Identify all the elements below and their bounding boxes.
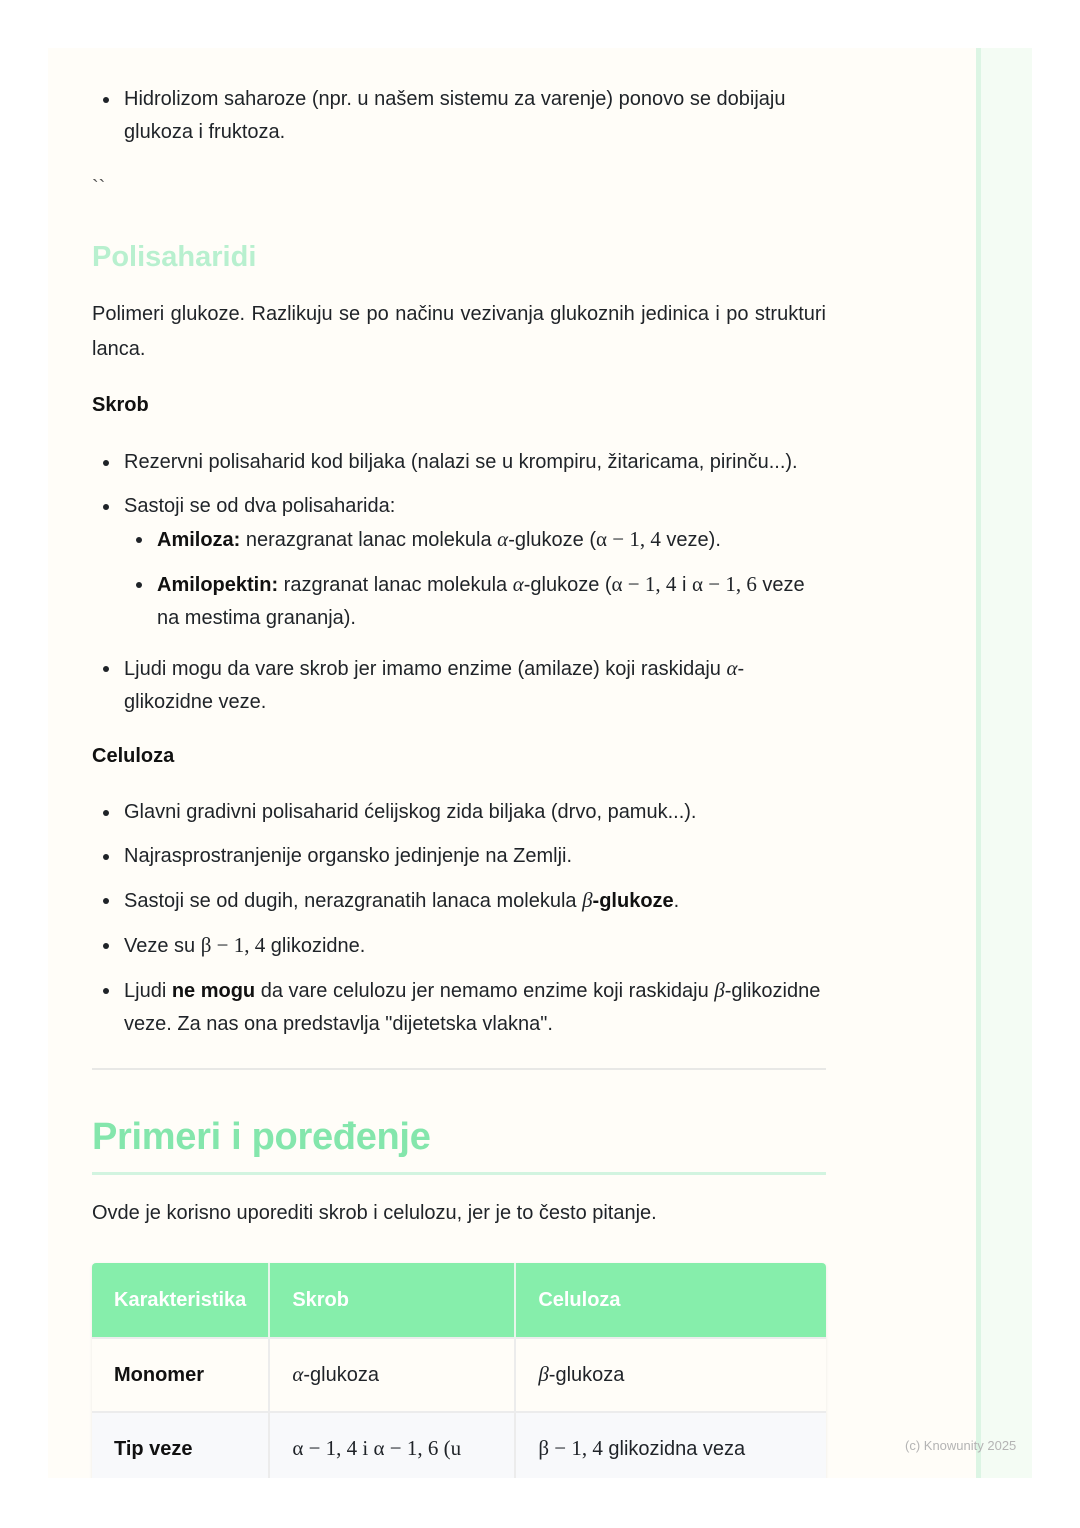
table-header-row bbox=[92, 1263, 826, 1338]
list-item bbox=[124, 929, 829, 963]
cell-skrob bbox=[269, 1412, 515, 1478]
celuloza-item-digestion: Ljudi bbox=[124, 980, 172, 1002]
comparison-table bbox=[92, 1263, 826, 1478]
table-row bbox=[92, 1412, 826, 1478]
cell-text: i bbox=[357, 1436, 374, 1460]
beta-glukoze-bold: -glukoze bbox=[592, 890, 674, 912]
skrob-list bbox=[92, 446, 829, 635]
list-item-amiloza bbox=[157, 523, 829, 557]
column-header-skrob: Skrob bbox=[269, 1263, 515, 1338]
celuloza-list bbox=[92, 796, 829, 1041]
heading-underline bbox=[92, 1172, 826, 1175]
copyright-footer: (c) Knowunity 2025 bbox=[905, 1438, 1017, 1453]
beta-bond-formula: β − 1, 4 bbox=[538, 1436, 603, 1460]
beta-bond-formula: β − 1, 4 bbox=[200, 933, 266, 957]
amiloza-text: veze). bbox=[660, 529, 721, 551]
skrob-digestion-list bbox=[92, 652, 829, 719]
list-item: Hidrolizom saharoze (npr. u našem sistemu za varenje) ponovo se dobijaju glukoza i fruktoza. bbox=[124, 83, 829, 149]
column-header-karakteristika: Karakteristika bbox=[92, 1263, 269, 1338]
amilopektin-text: -glukoze ( bbox=[523, 574, 612, 596]
document-page bbox=[48, 48, 1032, 1478]
skrob-sublist bbox=[124, 523, 829, 635]
amilopektin-label: Amilopektin: bbox=[157, 574, 279, 596]
amiloza-label: Amiloza: bbox=[157, 529, 241, 551]
celuloza-item-digestion: -glikozidne veze. Za nas ona predstavlja "dijetetska vlakna". bbox=[124, 980, 821, 1035]
row-label-text: Monomer bbox=[114, 1363, 204, 1386]
alpha-bond-formula: α − 1, 6 bbox=[373, 1436, 439, 1460]
stray-backticks: `` bbox=[92, 177, 106, 199]
subheading-skrob: Skrob bbox=[92, 394, 149, 416]
skrob-digestion-text: Ljudi mogu da vare skrob jer imamo enzime (amilaze) koji raskidaju bbox=[124, 658, 727, 680]
list-item-amilopektin bbox=[157, 568, 829, 635]
polisaharidi-paragraph: Polimeri glukoze. Razlikuju se po načinu vezivanja glukoznih jedinica i po strukturi lanca. bbox=[92, 303, 826, 360]
alpha-bond-formula: α − 1, 4 bbox=[292, 1436, 358, 1460]
list-item bbox=[124, 796, 829, 829]
row-label bbox=[92, 1338, 269, 1412]
amiloza-bond-formula: α − 1, 4 bbox=[596, 527, 661, 551]
skrob-item-reserve: Rezervni polisaharid kod biljaka (nalazi se u krompiru, žitaricama, pirinču...). bbox=[124, 451, 798, 473]
beta-symbol: β bbox=[714, 978, 725, 1002]
page-side-strip bbox=[976, 48, 1032, 1478]
celuloza-item-bonds: Veze su bbox=[124, 935, 201, 957]
amiloza-text: -glukoze ( bbox=[508, 529, 597, 551]
section-divider bbox=[92, 1068, 826, 1070]
primeri-paragraph: Ovde je korisno uporediti skrob i celulozu, jer je to često pitanje. bbox=[92, 1202, 657, 1224]
celuloza-item-bonds: glikozidne. bbox=[265, 935, 366, 957]
list-item bbox=[124, 446, 829, 479]
celuloza-item-structure: Sastoji se od dugih, nerazgranatih lanaca molekula bbox=[124, 890, 583, 912]
celuloza-item-wall: Glavni gradivni polisaharid ćelijskog zida biljaka (drvo, pamuk...). bbox=[124, 801, 697, 823]
column-header-celuloza: Celuloza bbox=[515, 1263, 826, 1338]
beta-symbol: β bbox=[538, 1362, 549, 1386]
list-item bbox=[124, 884, 829, 918]
list-item bbox=[124, 490, 829, 635]
skrob-item-composition: Sastoji se od dva polisaharida: bbox=[124, 495, 396, 517]
cell-skrob bbox=[269, 1338, 515, 1412]
row-label-text: Tip veze bbox=[114, 1437, 193, 1460]
cell-text: glikozidna veza bbox=[602, 1438, 746, 1460]
intro-list bbox=[92, 83, 829, 149]
beta-symbol: β bbox=[582, 888, 593, 912]
cell-celuloza bbox=[515, 1412, 826, 1478]
list-item bbox=[124, 652, 829, 719]
amilopektin-text: razgranat lanac molekula bbox=[278, 574, 513, 596]
cell-text: -glukoza bbox=[303, 1364, 379, 1386]
cell-celuloza bbox=[515, 1338, 826, 1412]
section-heading-primeri: Primeri i poređenje bbox=[92, 1116, 431, 1158]
cell-text: (u bbox=[438, 1436, 462, 1460]
ne-mogu-bold: ne mogu bbox=[171, 980, 256, 1002]
amilopektin-text: veze na mestima grananja). bbox=[157, 574, 805, 629]
list-item bbox=[124, 840, 829, 873]
amilopektin-bond-formula: α − 1, 4 bbox=[611, 572, 677, 596]
alpha-symbol: α bbox=[512, 572, 524, 596]
amilopektin-text: i bbox=[676, 574, 692, 596]
celuloza-item-abundance: Najrasprostranjenije organsko jedinjenje na Zemlji. bbox=[124, 845, 573, 867]
alpha-symbol: α bbox=[497, 527, 509, 551]
row-label bbox=[92, 1412, 269, 1478]
section-heading-polisaharidi: Polisaharidi bbox=[92, 241, 257, 273]
amiloza-text: nerazgranat lanac molekula bbox=[240, 529, 498, 551]
list-item bbox=[124, 974, 829, 1041]
alpha-symbol: α bbox=[292, 1362, 304, 1386]
table-row bbox=[92, 1338, 826, 1412]
celuloza-item-digestion: da vare celulozu jer nemamo enzime koji raskidaju bbox=[255, 980, 715, 1002]
cell-text: -glukoza bbox=[548, 1364, 625, 1386]
subheading-celuloza: Celuloza bbox=[92, 745, 175, 767]
celuloza-item-structure: . bbox=[673, 890, 680, 912]
amilopektin-bond-formula: α − 1, 6 bbox=[691, 572, 757, 596]
alpha-symbol: α bbox=[726, 656, 738, 680]
skrob-digestion-text: -glikozidne veze. bbox=[124, 658, 745, 713]
